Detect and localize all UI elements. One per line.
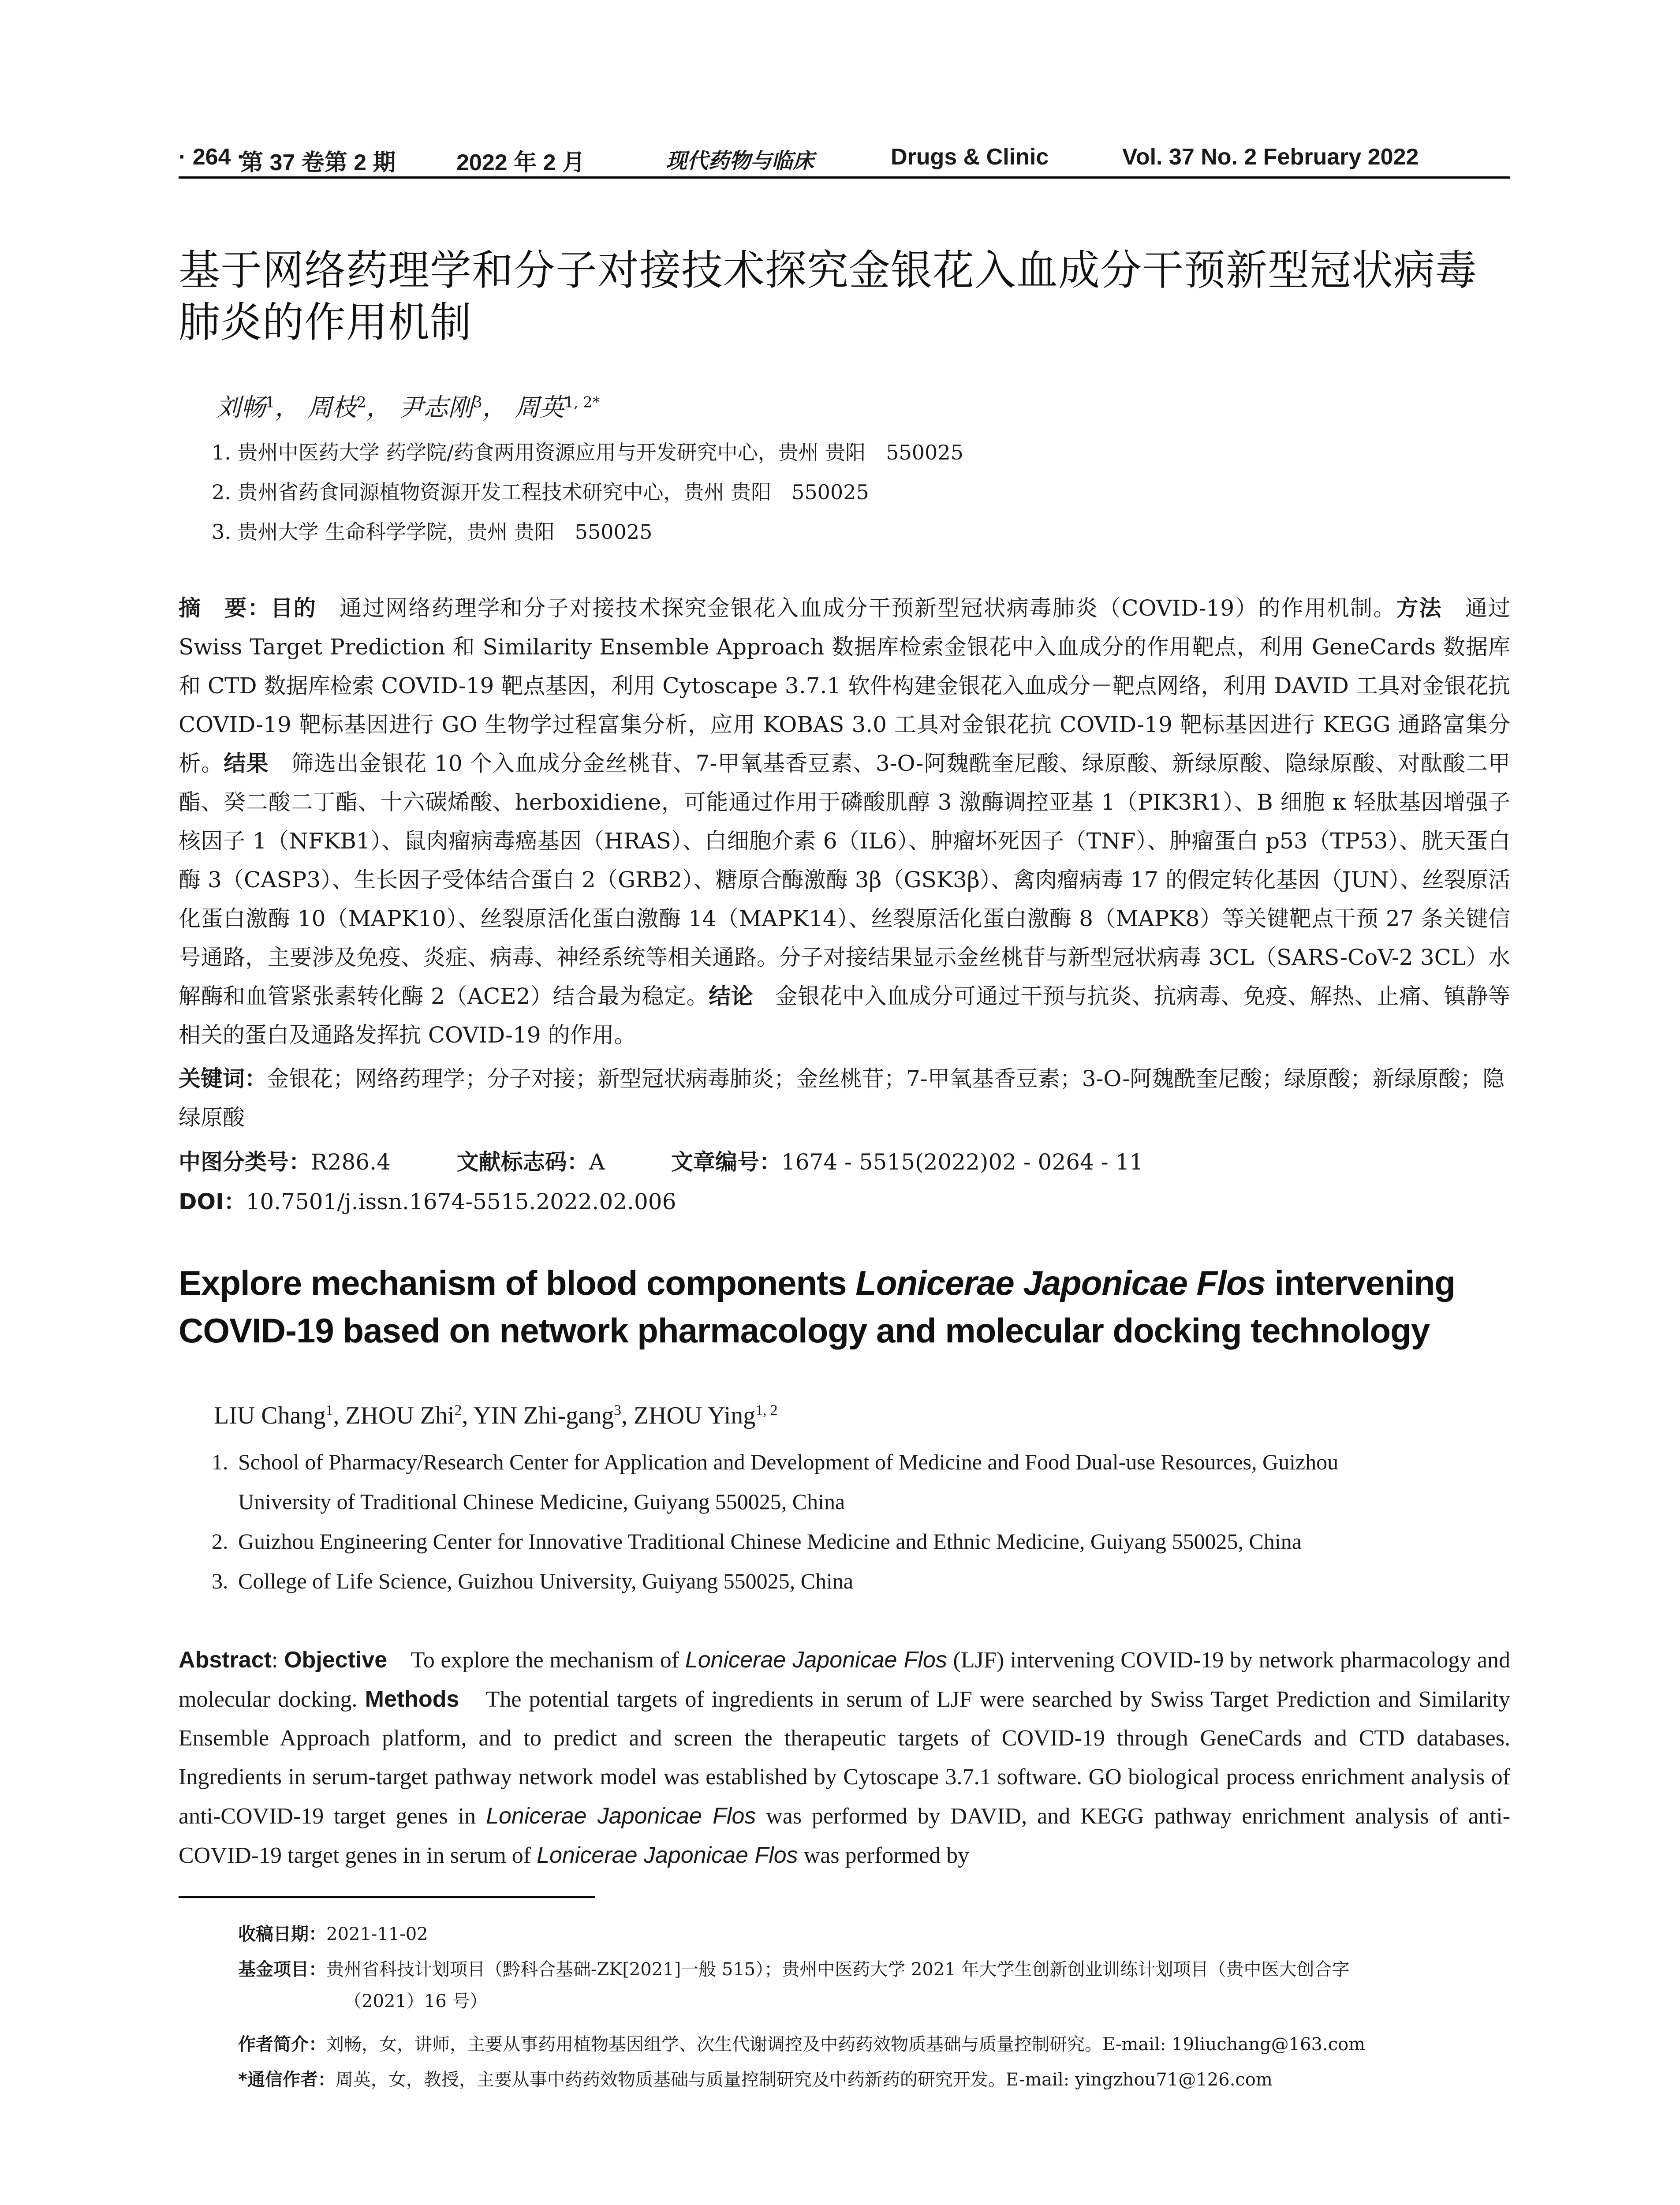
fund-text: 贵州省科技计划项目（黔科合基础-ZK[2021]一般 515）；贵州中医药大学 2021 年大学生创新创业训练计划项目（贵中医大创合字 <box>326 1959 1350 1980</box>
author-affil-mark: 2 <box>454 1402 462 1419</box>
doi-value: 10.7501/j.issn.1674-5515.2022.02.006 <box>246 1189 676 1215</box>
corresponding-text: 周英，女，教授，主要从事中药药效物质基础与质量控制研究及中药新药的研究开发。E-mail: yingzhou71@126.com <box>335 2070 1273 2090</box>
affiliation-en-3 <box>212 1561 1512 1601</box>
author-separator: , <box>333 1402 346 1429</box>
running-header <box>179 140 1510 176</box>
clc-label: 中图分类号： <box>179 1149 311 1175</box>
affil-text: School of Pharmacy/Research Center for Application and Development of Medicine and Food Dual-use Resources, Guizhou <box>238 1450 1339 1474</box>
objective-text: 通过网络药理学和分子对接技术探究金银花入血成分干预新型冠状病毒肺炎（COVID-19）的作用机制。 <box>316 595 1396 621</box>
author-name-en: LIU Chang <box>214 1402 326 1429</box>
doc-code-value: A <box>589 1149 605 1175</box>
footnote-received <box>238 1918 1517 1950</box>
methods-en-text: was performed by DAVID, and KEGG pathway enrichment analysis of anti-COVID-19 target genes in in serum of <box>179 1804 1511 1868</box>
journal-name-cn: 现代药物与临床 <box>666 149 814 173</box>
keywords-cn <box>179 1059 1510 1137</box>
methods-label: 方法 <box>1396 595 1442 621</box>
conclusion-text: 金银花中入血成分可通过干预与抗炎、抗病毒、免疫、解热、止痛、镇静等相关的蛋白及通路发挥抗 COVID-19 的作用。 <box>179 983 1511 1048</box>
title-en-post: intervening COVID-19 based on network pharmacology and molecular docking technology <box>179 1263 1455 1350</box>
affil-text-cont: University of Traditional Chinese Medicine, Guiyang 550025, China <box>238 1489 845 1514</box>
author-affil-mark: 1, 2 <box>755 1402 778 1419</box>
fund-text-cont: （2021）16 号） <box>344 1991 488 2011</box>
volume-en: Vol. 37 No. 2 February 2022 <box>1122 144 1419 170</box>
author-name-en: ZHOU Ying <box>633 1402 756 1429</box>
authors-cn <box>216 388 600 423</box>
footnote-corresponding <box>238 2064 1517 2096</box>
author-separator: , <box>621 1402 634 1429</box>
author-bio-text: 刘畅，女，讲师，主要从事药用植物基因组学、次生代谢调控及中药药效物质基础与质量控制研究。E-mail: 19liuchang@163.com <box>326 2034 1366 2055</box>
doi-label: DOI： <box>179 1189 246 1215</box>
author-name-en: YIN Zhi-gang <box>473 1402 614 1429</box>
affiliation-en-2 <box>212 1521 1512 1561</box>
received-label: 收稿日期： <box>238 1924 326 1944</box>
author-separator: ， <box>482 393 507 422</box>
affil-number: 3. <box>212 1569 228 1593</box>
author-separator: ， <box>275 393 300 422</box>
latin-name: Lonicerae Japonicae Flos <box>685 1647 947 1673</box>
abstract-cn-label: 摘 要： <box>179 595 271 621</box>
affil-number: 2. <box>212 1529 228 1554</box>
affiliation-cn-2: 2. 贵州省药食同源植物资源开发工程技术研究中心，贵州 贵阳 550025 <box>212 480 869 504</box>
objective-label: 目的 <box>270 595 317 621</box>
author-affil-mark: 3 <box>614 1402 621 1419</box>
footnote-author <box>238 2029 1517 2060</box>
author-separator: ， <box>366 393 391 422</box>
corresponding-label: *通信作者： <box>238 2070 336 2090</box>
date-cn: 2022 年 2 月 <box>456 150 585 176</box>
received-date: 2021-11-02 <box>326 1924 428 1944</box>
methods-en-label: Methods <box>365 1686 459 1712</box>
footnote-fund <box>238 1954 1517 2017</box>
clc-value: R286.4 <box>311 1149 391 1175</box>
author-bio-label: 作者简介： <box>238 2034 326 2055</box>
affiliation-en-1 <box>212 1442 1512 1521</box>
journal-name-en: Drugs & Clinic <box>891 144 1049 170</box>
methods-en-text: was performed by <box>798 1843 970 1868</box>
author-affil-mark: 1 <box>265 393 275 411</box>
methods-text: 通过 Swiss Target Prediction 和 Similarity Ensemble Approach 数据库检索金银花中入血成分的作用靶点，利用 GeneCards 数据库和 CTD 数据库检索 COVID-19 靶点基因，利用 Cytoscape 3.7.1 软件构建金银花入血成分－靶点网络，利用 DAVID 工具对金银花抗 COVID-19 靶标基因进行 GO 生物学过程富集分析，应用 KOBAS 3.0 工具对金银花抗 COVID-19 靶标基因进行 KEGG 通路富集分析。 <box>179 595 1511 776</box>
author-name: 周枝 <box>307 393 357 422</box>
keywords-label: 关键词： <box>179 1066 267 1091</box>
objective-en-text: To explore the mechanism of <box>387 1648 685 1673</box>
affil-text: Guizhou Engineering Center for Innovative Traditional Chinese Medicine and Ethnic Medicine, Guiyang 550025, China <box>238 1529 1302 1554</box>
affiliation-cn-3: 3. 贵州大学 生命科学学院，贵州 贵阳 550025 <box>212 520 653 544</box>
latin-name: Lonicerae Japonicae Flos <box>537 1842 798 1868</box>
footnote-rule <box>179 1896 595 1898</box>
author-name-en: ZHOU Zhi <box>345 1402 455 1429</box>
doi-line <box>179 1184 676 1216</box>
abstract-en-label: Abstract <box>179 1647 272 1673</box>
latin-name: Lonicerae Japonicae Flos <box>486 1803 756 1829</box>
methods-en-text: The potential targets of ingredients in serum of LJF were searched by Swiss Target Prediction and Similarity Ensemble Approach platform, and to predict and screen the therapeutic targets of COVID-19 through GeneCards and CTD databases. Ingredients in serum-target pathway network model was established by Cytoscape 3.7.1 software. GO biological process enrichment analysis of anti-COVID-19 target genes in <box>179 1687 1510 1829</box>
title-en-latin-name: Lonicerae Japonicae Flos <box>855 1263 1266 1302</box>
author-affil-mark: 2 <box>357 393 366 411</box>
author-separator: , <box>462 1402 474 1429</box>
objective-en-label: Objective <box>284 1647 388 1673</box>
title-en <box>179 1259 1546 1354</box>
author-affil-mark: 1 <box>325 1402 333 1419</box>
author-affil-mark: 1, 2* <box>564 393 600 411</box>
conclusion-label: 结论 <box>709 983 754 1009</box>
objective-en-text: (LJF) intervening COVID-19 by network pharmacology and molecular docking. <box>179 1648 1510 1712</box>
title-cn-line2: 肺炎的作用机制 <box>179 299 472 347</box>
author-name: 周英 <box>515 393 564 422</box>
title-en-pre: Explore mechanism of blood components <box>179 1263 856 1302</box>
author-affil-mark: 3 <box>473 393 482 411</box>
affiliation-cn-1: 1. 贵州中医药大学 药学院/药食两用资源应用与开发研究中心，贵州 贵阳 550025 <box>212 441 963 464</box>
abstract-en <box>179 1641 1510 1875</box>
article-number-value: 1674 - 5515(2022)02 - 0264 - 11 <box>781 1149 1144 1175</box>
article-number-label: 文章编号： <box>671 1149 781 1175</box>
fund-label: 基金项目： <box>238 1959 326 1980</box>
header-rule <box>179 176 1510 179</box>
affil-text: College of Life Science, Guizhou University, Guiyang 550025, China <box>238 1569 854 1593</box>
authors-en <box>214 1401 778 1430</box>
results-label: 结果 <box>224 751 269 776</box>
abstract-cn <box>179 589 1510 1054</box>
title-cn-line1: 基于网络药理学和分子对接技术探究金银花入血成分干预新型冠状病毒 <box>179 247 1478 295</box>
volume-cn: 第 37 卷第 2 期 <box>240 150 396 176</box>
author-name: 刘畅 <box>216 393 265 422</box>
page-marker: · 264 · <box>179 144 245 170</box>
doc-code-label: 文献标志码： <box>456 1149 589 1175</box>
affil-number: 1. <box>212 1450 228 1474</box>
classification-line <box>179 1144 1143 1176</box>
results-text: 筛选出金银花 10 个入血成分金丝桃苷、7-甲氧基香豆素、3-O-阿魏酰奎尼酸、绿原酸、新绿原酸、隐绿原酸、对酞酸二甲酯、癸二酸二丁酯、十六碳烯酸、herboxidiene，可能通过作用于磷酸肌醇 3 激酶调控亚基 1（PIK3R1）、B 细胞 κ 轻肽基因增强子核因子 1（NFKB1）、鼠肉瘤病毒癌基因（HRAS）、白细胞介素 6（IL6）、肿瘤坏死因子（TNF）、肿瘤蛋白 p53（TP53）、胱天蛋白酶 3（CASP3）、生长因子受体结合蛋白 2（GRB2）、糖原合酶激酶 3β（GSK3β）、禽肉瘤病毒 17 的假定转化基因（JUN）、丝裂原活化蛋白激酶 10（MAPK10）、丝裂原活化蛋白激酶 14（MAPK14）、丝裂原活化蛋白激酶 8（MAPK8）等关键靶点干预 27 条关键信号通路，主要涉及免疫、炎症、病毒、神经系统等相关通路。分子对接结果显示金丝桃苷与新型冠状病毒 3CL（SARS-CoV-2 3CL）水解酶和血管紧张素转化酶 2（ACE2）结合最为稳定。 <box>179 751 1511 1009</box>
keywords-text: 金银花；网络药理学；分子对接；新型冠状病毒肺炎；金丝桃苷；7-甲氧基香豆素；3-O-阿魏酰奎尼酸；绿原酸；新绿原酸；隐绿原酸 <box>179 1066 1505 1130</box>
title-cn <box>179 245 1510 349</box>
abstract-en-colon: : <box>271 1648 284 1673</box>
author-name: 尹志刚 <box>399 393 473 422</box>
